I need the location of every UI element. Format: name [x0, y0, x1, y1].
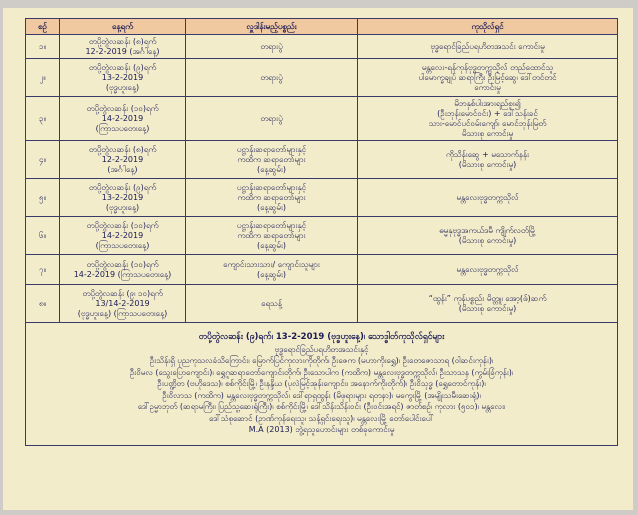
row-donor-line: “ထွန်း” ကုန်ပစ္စည်း မိတ္တူ၊ အော့(ဖ်)ဆက်	[428, 293, 547, 303]
row-item-line: ရေသန့်	[261, 298, 282, 308]
row-item	[186, 59, 358, 97]
row-donor-line: (မိသားစု ကောင်းမှု)	[458, 235, 517, 245]
row-donor-line: (ဦးဘုန်းမောင်ဝင်း) + ဒေါ်သန်းခင်	[437, 108, 538, 118]
row-donor-line: (မိသားစု ကောင်းမှု)	[458, 303, 517, 313]
footer-line: ဒေါ်ဥမ္မာဘုတ် (ဆရာမကြီး၊ ပြည်သူ့ဆေးရုံကြီး)၊ စစ်ကိုင်းမြို့၊ ဒေါ်သိန်းသိန်းဝင်း (ဦးဝင်းအရင်) ဇာတ်စဉ်၊ ကုလား (၅၀၁)၊ မန္တလေး၊	[137, 402, 506, 412]
row-item	[186, 179, 358, 217]
row-number	[26, 141, 60, 179]
row-item-line: (နေ့ဆွမ်း)	[256, 269, 287, 279]
row-donor-line: ဗုဒ္ဓရောင်ခြည်ပရဟိတအသင်း ကောင်းမှု	[430, 41, 545, 51]
footer-title: တပို့တွဲလဆန်း (၉)ရက်၊ 13-2-2019 (ဗုဒ္ဓဟူးနေ့)၊ သောဒ္ဓါတ်ကုသိုလ်ရှင်များ	[198, 332, 445, 343]
row-number-text: ၄။	[39, 154, 46, 164]
footer-line: ဦးသိန်းရှိ ပုညကုသလခံသိကြောင်း၊ မြောက်ပြင်ကုလားကိုတိုက်၊ ဦးဇေက (မဟာကိုးရွှေ)၊ ဦးတေဇောသာရ (ဝါဆင်းကုန်း)၊	[149, 356, 494, 366]
row-donor-line: ဓမ္မနုဗုဒ္ဓအကယ်ဒမီ ကျိုက်လတ်မြို့	[439, 225, 536, 235]
footer-row	[26, 323, 618, 446]
row-donor-line: (မိသားစု ကောင်းမှု)	[458, 159, 517, 169]
row-item	[186, 217, 358, 255]
donation-schedule-table	[25, 18, 618, 446]
row-date	[60, 59, 186, 97]
row-date-line: တပို့တွဲလဆန်း (၉၊ ၁၀)ရက်	[82, 288, 163, 298]
row-number	[26, 217, 60, 255]
row-date-line: 14-2-2019	[101, 230, 144, 240]
row-date	[60, 141, 186, 179]
row-donor	[358, 35, 618, 59]
header-donor: ကုသိုလ်ရှင်	[358, 19, 618, 35]
row-number	[26, 179, 60, 217]
table-row	[26, 97, 618, 141]
row-date-line: 14-2-2019 (ကြာသပတေးနေ့)	[73, 269, 172, 279]
row-date-line: 14-2-2019	[101, 113, 144, 123]
row-number-text: ၅။	[39, 192, 46, 202]
row-date-line: တပို့တွဲလဆန်း (၁၀)ရက်	[86, 220, 159, 230]
row-date	[60, 97, 186, 141]
row-donor	[358, 97, 618, 141]
table-header-row	[26, 19, 618, 35]
row-item-line: ကထိက ဆရာတော်များ	[237, 230, 306, 240]
row-item-line: ပဋ္ဌာန်းဆရာတော်များနှင့်	[236, 220, 307, 230]
row-date-line: တပို့တွဲလဆန်း (၁၀)ရက်	[86, 103, 159, 113]
row-number-text: ၆။	[39, 230, 46, 240]
header-date: နေ့ရက်	[60, 19, 186, 35]
row-donor	[358, 59, 618, 97]
footer-line: M.A (2013) ဘွဲ့ရသူဟောင်းများ တစ်ခုကောင်းမှု	[248, 425, 395, 435]
row-donor-line: ကောင်းမှု	[474, 82, 501, 92]
footer-line: ဦးဝိမလ (သွေးပြောကျောင်း)၊ ရွှေဂူဆရာတော်ကျောင်းတိုက်၊ ဦးသောပါက (ကထိက) မန္တလေးဗုဒ္ဓတက္ကသိုလ်၊ ဦးသာသန (ကွမ်းခြံကုန်း)၊	[129, 367, 514, 377]
row-number	[26, 285, 60, 323]
row-donor	[358, 285, 618, 323]
row-item-line: ကျောင်းသားသား/ ကျောင်းသူများ	[223, 259, 320, 269]
table-row	[26, 59, 618, 97]
table-row	[26, 255, 618, 285]
row-date-line: (ဗုဒ္ဓဟူးနေ့) (ကြာသပတေးနေ့)	[77, 308, 168, 318]
row-date	[60, 179, 186, 217]
table-row	[26, 285, 618, 323]
row-number	[26, 59, 60, 97]
row-date-line: (ဗုဒ္ဓဟူးနေ့)	[105, 82, 140, 92]
row-date-line: 13-2-2019	[101, 72, 144, 82]
row-date-line: တပို့တွဲလဆန်း (၈)ရက်	[88, 144, 157, 154]
footer-line: ဗုဒ္ဓရောင်ခြည်ပရဟိတအသင်းနှင့်	[274, 344, 369, 354]
row-donor-line: မိဘနှစ်ပါးအားရည်စူး၍	[454, 98, 521, 108]
row-date-line: 13/14-2-2019	[95, 298, 150, 308]
row-date-line: 13-2-2019	[101, 192, 144, 202]
row-date-line: တပို့တွဲလဆန်း (၁၀)ရက်	[86, 259, 159, 269]
row-item-line: (နေ့ဆွမ်း)	[256, 240, 287, 250]
row-date-line: (ကြာသပတေးနေ့)	[95, 123, 150, 133]
row-donor-line: မိသားစု ကောင်းမှု	[461, 128, 514, 138]
table-row	[26, 35, 618, 59]
row-item-line: (နေ့ဆွမ်း)	[256, 164, 287, 174]
row-item-line: တရားပွဲ	[260, 41, 283, 51]
row-item	[186, 35, 358, 59]
row-date-line: (အင်္ဂါနေ့)	[107, 164, 138, 174]
row-donor	[358, 179, 618, 217]
row-item-line: ပဋ္ဌာန်းဆရာတော်များနှင့်	[236, 182, 307, 192]
row-number-text: ၁။	[39, 41, 46, 51]
row-item	[186, 255, 358, 285]
footer-line: ဦးပဏ္ဍိတ (ဗဟိုဒေသ)၊ စစ်ကိုင်းမြို့၊ ဦးနန္ဒိယ (ပုလဲမြင့်အုန်းကျောင်း၊ အနောက်ကိုးတိုက်)၊ ဦးဝိသုဒ္ဓ (ရွှေတောင်ကုန်း)၊	[157, 379, 486, 389]
row-number	[26, 97, 60, 141]
header-number: စဥ်	[26, 19, 60, 35]
row-number-text: ၃။	[39, 113, 46, 123]
row-date-line: တပို့တွဲလဆန်း (၉)ရက်	[88, 182, 157, 192]
row-donor-line: မန္တလေးဗုဒ္ဓတက္ကသိုလ်	[456, 264, 519, 274]
footer-line: ဦးဝိလာသ (ကထိက) မန္တလေးဗုဒ္ဓတက္ကသိုလ်၊ ဒေါ်ရာရှထွန်း (မိဖုရားများ ရတနာ)၊ မကွေးမြို့ (အမျိုးသမီးဆေးရုံ)၊	[162, 390, 481, 400]
table-row	[26, 179, 618, 217]
row-item	[186, 141, 358, 179]
footer-line: ဒေါ်သံစုဆောင် (ဥာဏ်ကုန်ရေးသူ၊ သန့်ရှင်းရေးသူ)၊ မန္တလေးမြို့ တော်ပေါင်းပေါ်	[208, 413, 434, 423]
row-date-line: (ဗုဒ္ဓဟူးနေ့)	[105, 202, 140, 212]
row-date-line: 12-2-2019 (အင်္ဂါနေ့)	[85, 46, 160, 56]
row-number	[26, 35, 60, 59]
row-date-line: (ကြာသပတေးနေ့)	[95, 240, 150, 250]
row-date	[60, 255, 186, 285]
row-donor	[358, 141, 618, 179]
row-donor-line: မန္တလေး-ရန်ကုန်ဗုဒ္ဓတက္ကသိုလ် တည်ထောင်သူ	[421, 62, 554, 72]
row-date	[60, 285, 186, 323]
row-date	[60, 35, 186, 59]
row-item	[186, 97, 358, 141]
table-row	[26, 141, 618, 179]
row-item-line: (နေ့ဆွမ်း)	[256, 202, 287, 212]
row-donor	[358, 217, 618, 255]
row-item-line: တရားပွဲ	[260, 72, 283, 82]
header-item: လှူဒါန်းမည့်ပစ္စည်း	[186, 19, 358, 35]
row-donor-line: သား-မောင်ပင်ဝမ်းကျော်၊ မောင်ဘုန်းမြတ်	[428, 118, 547, 128]
row-item-line: ပဋ္ဌာန်းဆရာတော်များနှင့်	[236, 144, 307, 154]
row-donor-line: ကိုသိန်းဆွေ + မသောက်နန်း	[445, 149, 530, 159]
row-number	[26, 255, 60, 285]
row-donor-line: မန္တလေးဗုဒ္ဓတက္ကသိုလ်	[456, 192, 519, 202]
row-date-line: တပို့တွဲလဆန်း (၈)ရက်	[88, 36, 157, 46]
table-row	[26, 217, 618, 255]
row-item-line: ကထိက ဆရာတော်များ	[237, 154, 306, 164]
row-number-text: ၇။	[39, 264, 46, 274]
row-item-line: ကထိက ဆရာတော်များ	[237, 192, 306, 202]
row-item-line: တရားပွဲ	[260, 113, 283, 123]
row-number-text: ၂။	[39, 72, 46, 82]
row-donor-line: ပါမောက္ခချုပ် ဆရာကြီး ဦးမြင့်ဆွေ၊ ဒေါ်တင်တင်	[418, 72, 557, 82]
row-date	[60, 217, 186, 255]
row-item	[186, 285, 358, 323]
scanned-document	[3, 8, 633, 510]
row-date-line: 12-2-2019	[101, 154, 144, 164]
row-date-line: တပို့တွဲလဆန်း (၉)ရက်	[88, 62, 157, 72]
row-donor	[358, 255, 618, 285]
footer-cell	[26, 323, 618, 446]
row-number-text: ၈။	[39, 298, 46, 308]
